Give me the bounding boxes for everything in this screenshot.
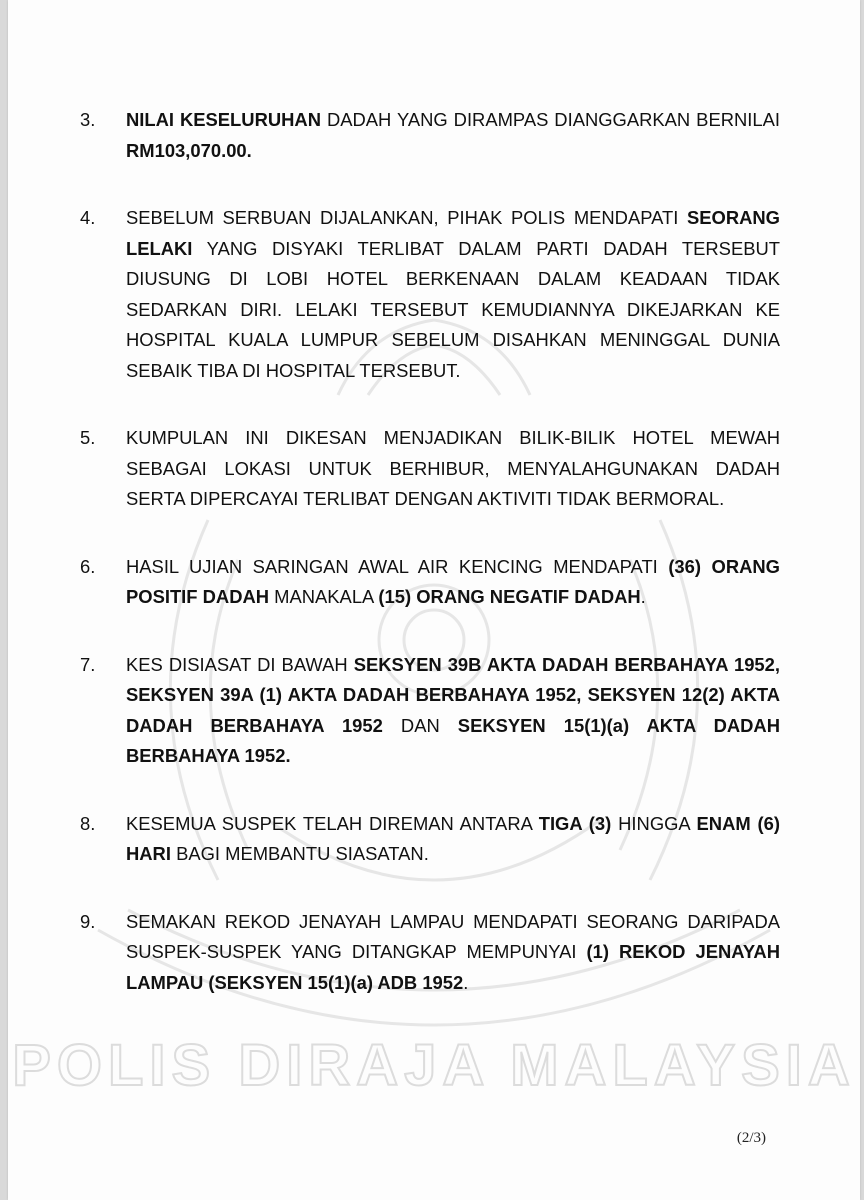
bold-text: (1) REKOD JENAYAH LAMPAU (SEKSYEN 15(1)(a) ADB 1952 [126,941,780,993]
text-run: KESEMUA SUSPEK TELAH DIREMAN ANTARA [126,812,539,834]
bold-text: SEKSYEN 39B AKTA DADAH BERBAHAYA 1952, SEKSYEN 39A (1) AKTA DADAH BERBAHAYA 1952, SEKSYEN 12(2) AKTA DADAH BERBAHAYA 1952 [126,653,780,736]
bold-text: RM103,070.00. [126,139,252,161]
paragraph-text [126,552,780,613]
bold-text: (15) ORANG NEGATIF DADAH [378,586,641,607]
paragraph-text [126,809,780,870]
text-run: . [463,971,469,993]
bold-text: NILAI KESELURUHAN [126,109,321,130]
text-run: . [640,586,646,607]
paragraph-text [126,423,780,515]
numbered-paragraph [80,552,780,613]
bold-text: SEKSYEN 15(1)(a) AKTA DADAH BERBAHAYA 1952. [126,714,780,766]
text-run: KES DISIASAT DI BAWAH [126,653,354,675]
text-run: DADAH YANG DIRAMPAS DIANGGARKAN BERNILAI [320,109,780,130]
paragraph-text [126,105,780,166]
text-run: BAGI MEMBANTU SIASATAN. [170,843,429,864]
paragraph-number: 4. [80,207,96,228]
text-run: YANG DISYAKI TERLIBAT DALAM PARTI DADAH TERSEBUT DIUSUNG DI LOBI HOTEL BERKENAAN DALAM KEADAAN TIDAK SEDARKAN DIRI. LELAKI TERSEBUT KEMUDIANNYA DIKEJARKAN KE HOSPITAL KUALA LUMPUR SEBELUM DISAHKAN MENINGGAL DUNIA SEBAIK TIBA DI HOSPITAL TERSEBUT. [126,237,780,381]
text-run: SEMAKAN REKOD JENAYAH LAMPAU MENDAPATI SEORANG DARIPADA SUSPEK-SUSPEK YANG DITANGKAP MEMPUNYAI [126,910,780,962]
numbered-paragraph [80,423,780,515]
page-number: (2/3) [736,1130,766,1146]
text-run: SEBELUM SERBUAN DIJALANKAN, PIHAK POLIS MENDAPATI [126,207,687,228]
paragraph-text [126,907,780,999]
paragraph-number: 8. [80,812,96,834]
bold-text: (36) ORANG POSITIF DADAH [126,555,780,607]
paragraph-number: 6. [80,555,96,577]
paragraph-text [126,650,780,772]
bold-text: ENAM (6) HARI [126,812,781,864]
text-run: DAN [382,714,458,736]
numbered-paragraph [80,650,780,772]
document-body [80,105,780,1035]
paragraph-number: 9. [80,910,96,932]
paragraph-number: 5. [80,427,96,448]
text-run: MANAKALA [269,586,379,607]
text-run: KUMPULAN INI DIKESAN MENJADIKAN BILIK-BILIK HOTEL MEWAH SEBAGAI LOKASI UNTUK BERHIBUR, MENYALAHGUNAKAN DADAH SERTA DIPERCAYAI TERLIBAT DENGAN AKTIVITI TIDAK BERMORAL. [126,427,780,509]
numbered-paragraph [80,809,780,870]
numbered-paragraph [80,105,780,166]
numbered-paragraph [80,907,780,999]
text-run: HINGGA [611,812,697,834]
svg-text:POLIS DIRAJA MALAYSIA: POLIS DIRAJA MALAYSIA [12,1033,856,1098]
text-run: HASIL UJIAN SARINGAN AWAL AIR KENCING MENDAPATI [126,555,669,577]
document-page [8,0,860,1200]
bold-text: SEORANG LELAKI [126,207,780,259]
paragraph-number: 3. [80,109,96,130]
numbered-paragraph [80,203,780,386]
paragraph-text [126,203,780,386]
bold-text: TIGA (3) [538,812,612,834]
paragraph-number: 7. [80,653,96,675]
